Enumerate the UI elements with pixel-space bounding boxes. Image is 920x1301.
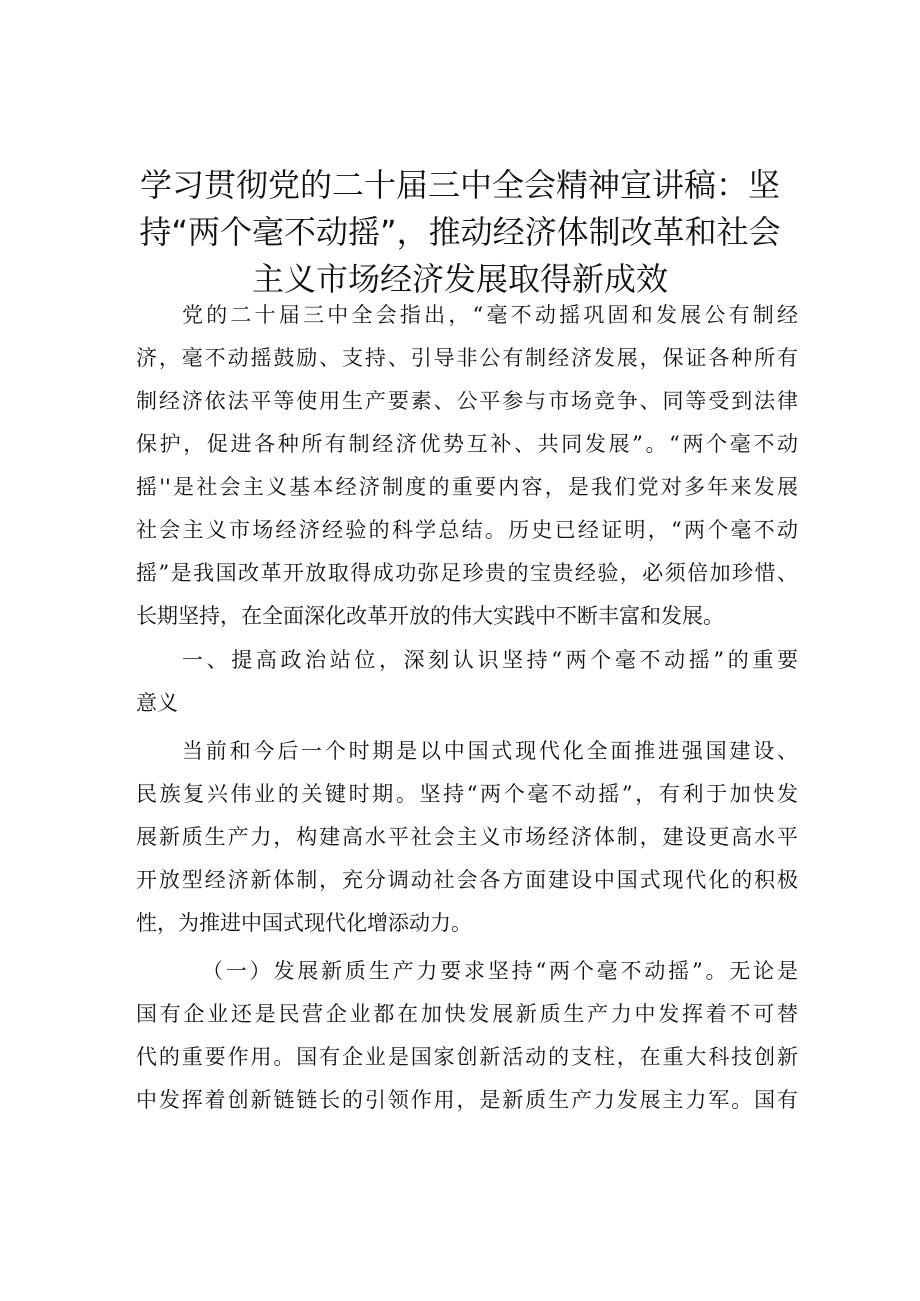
text-line: 展新质生产力，构建高水平社会主义市场经济体制，建设更高水平 (136, 825, 798, 849)
text-line: 摇”是我国改革开放取得成功弥足珍贵的宝贵经验，必须倍加珍惜、 (136, 561, 798, 585)
title-line: 学习贯彻党的二十届三中全会精神宣讲稿：坚 (139, 166, 780, 204)
text-line: 摇''是社会主义基本经济制度的重要内容，是我们党对多年来发展 (136, 475, 798, 499)
paragraph-significance (136, 730, 798, 945)
text-line: 社会主义市场经济经验的科学总结。历史已经证明，“两个毫不动 (136, 518, 798, 542)
title-line: 主义市场经济发展取得新成效 (251, 260, 668, 298)
text-line: 长期坚持，在全面深化改革开放的伟大实践中不断丰富和发展。 (136, 604, 724, 628)
paragraph-subsection-1 (136, 950, 798, 1122)
text-line: 济，毫不动摇鼓励、支持、引导非公有制经济发展，保证各种所有 (136, 346, 798, 370)
text-line: 中发挥着创新链链长的引领作用，是新质生产力发展主力军。国有 (136, 1088, 798, 1112)
text-line: 开放型经济新体制，充分调动社会各方面建设中国式现代化的积极 (136, 868, 798, 892)
text-line: 制经济依法平等使用生产要素、公平参与市场竞争、同等受到法律 (136, 389, 798, 413)
text-line: 意义 (136, 691, 178, 715)
text-line: 保护，促进各种所有制经济优势互补、共同发展”。“两个毫不动 (136, 432, 798, 456)
text-line: 党的二十届三中全会指出，“毫不动摇巩固和发展公有制经 (182, 303, 798, 327)
text-line: 当前和今后一个时期是以中国式现代化全面推进强国建设、 (182, 739, 798, 763)
text-line: 民族复兴伟业的关键时期。坚持“两个毫不动摇”，有利于加快发 (136, 782, 798, 806)
title-line: 持“两个毫不动摇”，推动经济体制改革和社会 (139, 213, 781, 251)
paragraph-intro (136, 294, 798, 638)
text-line: （一）发展新质生产力要求坚持“两个毫不动摇”。无论是 (202, 959, 798, 983)
document-title (130, 162, 790, 303)
section-heading-1 (136, 639, 798, 725)
text-line: 一、提高政治站位，深刻认识坚持“两个毫不动摇”的重要 (182, 648, 798, 672)
text-line: 性，为推进中国式现代化增添动力。 (136, 911, 472, 935)
text-line: 国有企业还是民营企业都在加快发展新质生产力中发挥着不可替 (136, 1002, 798, 1026)
text-line: 代的重要作用。国有企业是国家创新活动的支柱，在重大科技创新 (136, 1045, 798, 1069)
